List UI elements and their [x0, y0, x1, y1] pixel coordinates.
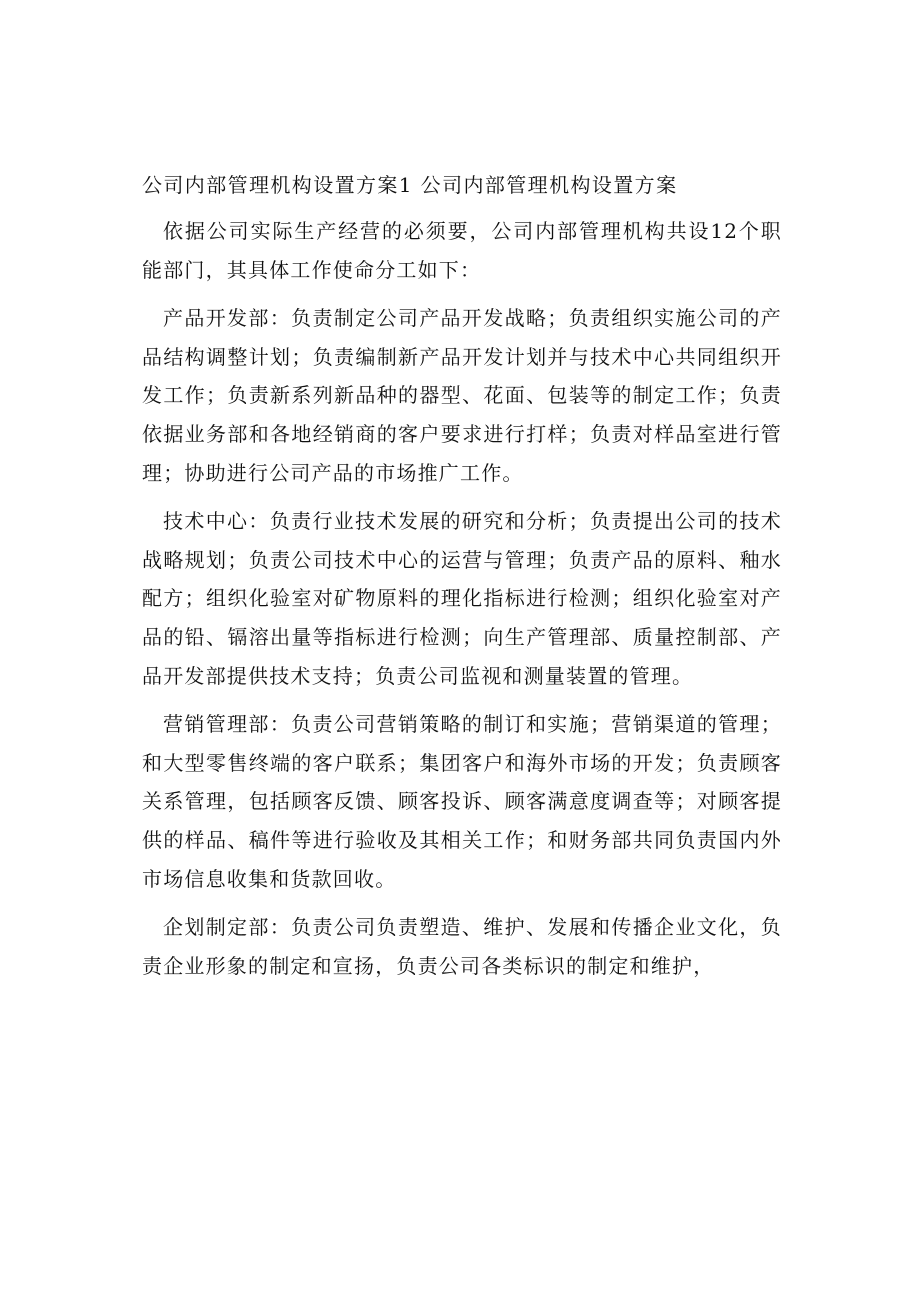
paragraph-marketing-management: 营销管理部：负责公司营销策略的制订和实施；营销渠道的管理；和大型零售终端的客户联系；集团客户和海外市场的开发；负责顾客关系管理，包括顾客反馈、顾客投诉、顾客满意度调查等；对顾客提供的样品、稿件等进行验收及其相关工作；和财务部共同负责国内外市场信息收集和货款回收。 — [142, 712, 782, 891]
paragraph-intro: 依据公司实际生产经营的必须要，公司内部管理机构共设12个职能部门，其具体工作使命分工如下： — [142, 219, 782, 282]
paragraph-technology-center: 技术中心：负责行业技术发展的研究和分析；负责提出公司的技术战略规划；负责公司技术中心的运营与管理；负责产品的原料、釉水配方；组织化验室对矿物原料的理化指标进行检测；组织化验室对产品的铅、镉溶出量等指标进行检测；向生产管理部、质量控制部、产品开发部提供技术支持；负责公司监视和测量装置的管理。 — [142, 509, 782, 688]
paragraph-planning-design: 企划制定部：负责公司负责塑造、维护、发展和传播企业文化，负责企业形象的制定和宣扬，负责公司各类标识的制定和维护， — [142, 915, 782, 978]
document-page — [142, 166, 782, 985]
document-title: 公司内部管理机构设置方案1 公司内部管理机构设置方案 — [142, 173, 678, 197]
paragraph-product-development: 产品开发部：负责制定公司产品开发战略；负责组织实施公司的产品结构调整计划；负责编制新产品开发计划并与技术中心共同组织开发工作；负责新系列新品种的器型、花面、包装等的制定工作；负责依据业务部和各地经销商的客户要求进行打样；负责对样品室进行管理；协助进行公司产品的市场推广工作。 — [142, 306, 782, 485]
